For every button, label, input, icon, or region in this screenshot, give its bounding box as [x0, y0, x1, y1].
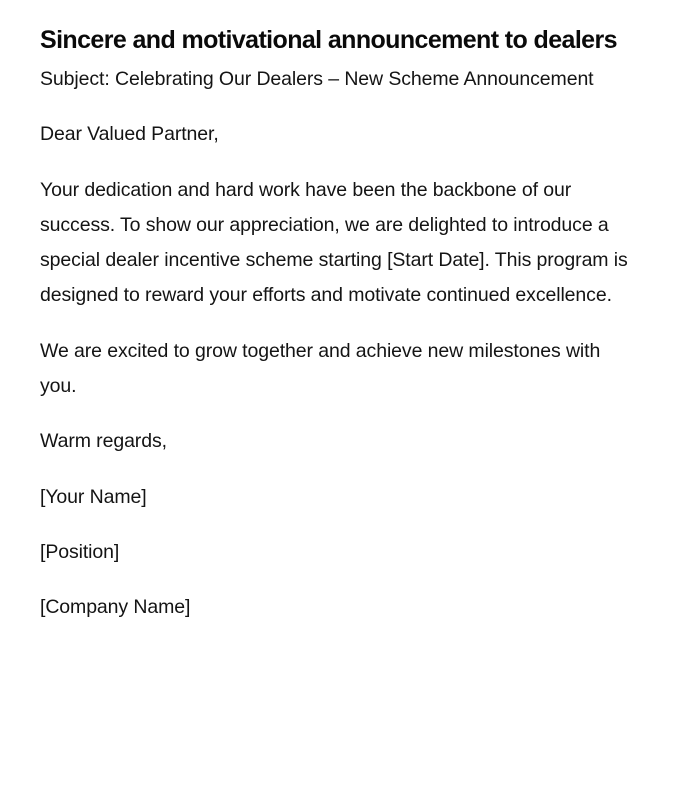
closing: Warm regards,	[40, 430, 167, 453]
body-paragraph: We are excited to grow together and achieve new milestones with you.	[40, 339, 601, 398]
letter-document	[40, 18, 640, 646]
signature-name: [Your Name]	[40, 485, 147, 508]
document-title: Sincere and motivational announcement to dealers	[40, 26, 617, 54]
greeting: Dear Valued Partner,	[40, 123, 219, 146]
signature-company: [Company Name]	[40, 596, 191, 619]
body-paragraph: Your dedication and hard work have been the backbone of our success. To show our appreciation, we are delighted to introduce a special dealer incentive scheme starting [Start Date]. This program is designed to reward your efforts and motivate continued excellence.	[40, 178, 628, 307]
signature-position: [Position]	[40, 540, 120, 563]
subject-line: Subject: Celebrating Our Dealers – New Scheme Announcement	[40, 68, 594, 90]
